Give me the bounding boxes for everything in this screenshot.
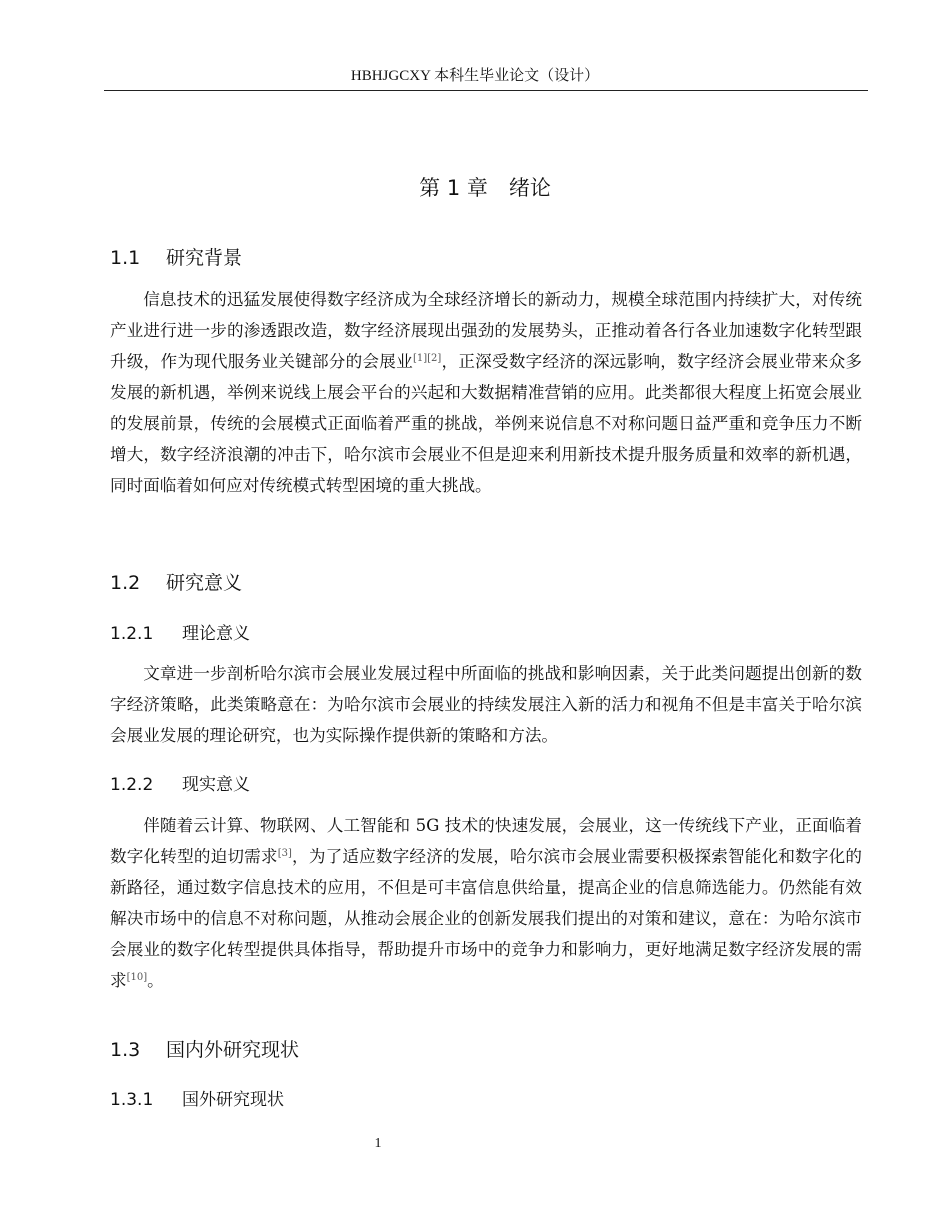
section-heading-1-1 bbox=[110, 245, 242, 271]
citation: [1][2] bbox=[412, 353, 442, 364]
section-heading-1-3 bbox=[110, 1037, 299, 1063]
page-number: 1 bbox=[374, 1136, 382, 1151]
paragraph-theoretical-significance bbox=[110, 658, 862, 751]
paragraph-practical-significance bbox=[110, 810, 862, 996]
citation: [10] bbox=[126, 972, 148, 983]
subsection-heading-1-3-1 bbox=[110, 1088, 284, 1112]
section-number: 1.3 bbox=[110, 1039, 141, 1061]
paragraph-text: 。 bbox=[147, 971, 164, 990]
subsection-title: 现实意义 bbox=[182, 775, 250, 795]
section-number: 1.2 bbox=[110, 572, 141, 594]
subsection-title: 理论意义 bbox=[182, 624, 250, 644]
citation: [3] bbox=[277, 848, 292, 859]
section-title: 国内外研究现状 bbox=[166, 1039, 300, 1061]
subsection-number: 1.3.1 bbox=[110, 1090, 154, 1110]
page-header: HBHJGCXY 本科生毕业论文（设计） bbox=[350, 68, 600, 84]
paragraph-text: 伴随着云计算、物联网、人工智能和 5G 技术的快速发展，会展业，这一传统线下产业，正面临着数字化转型的迫切需求 bbox=[110, 816, 862, 866]
section-title: 研究背景 bbox=[166, 247, 243, 269]
subsection-heading-1-2-1 bbox=[110, 622, 250, 646]
paragraph-research-background bbox=[110, 284, 862, 501]
header-divider bbox=[104, 90, 868, 91]
chapter-title: 第 1 章 绪论 bbox=[419, 176, 551, 200]
paragraph-text: ，正深受数字经济的深远影响，数字经济会展业带来众多发展的新机遇，举例来说线上展会平台的兴起和大数据精准营销的应用。此类都很大程度上拓宽会展业的发展前景，传统的会展模式正面临着严重的挑战，举例来说信息不对称问题日益严重和竞争压力不断增大，数字经济浪潮的冲击下，哈尔滨市会展业不但是迎来利用新技术提升服务质量和效率的新机遇，同时面临着如何应对传统模式转型困境的重大挑战。 bbox=[110, 352, 863, 495]
section-heading-1-2 bbox=[110, 570, 242, 596]
section-title: 研究意义 bbox=[166, 572, 243, 594]
paragraph-text: 文章进一步剖析哈尔滨市会展业发展过程中所面临的挑战和影响因素，关于此类问题提出创新的数字经济策略，此类策略意在：为哈尔滨市会展业的持续发展注入新的活力和视角不但是丰富关于哈尔滨会展业发展的理论研究，也为实际操作提供新的策略和方法。 bbox=[110, 664, 862, 745]
subsection-heading-1-2-2 bbox=[110, 773, 250, 797]
subsection-number: 1.2.2 bbox=[110, 775, 154, 795]
subsection-number: 1.2.1 bbox=[110, 624, 154, 644]
paragraph-text: 信息技术的迅猛发展使得数字经济成为全球经济增长的新动力，规模全球范围内持续扩大，对传统产业进行进一步的渗透跟改造，数字经济展现出强劲的发展势头，正推动着各行各业加速数字化转型跟升级，作为现代服务业关键部分的会展业 bbox=[110, 290, 862, 371]
paragraph-text: ，为了适应数字经济的发展，哈尔滨市会展业需要积极探索智能化和数字化的新路径，通过数字信息技术的应用，不但是可丰富信息供给量，提高企业的信息筛选能力。仍然能有效解决市场中的信息不对称问题，从推动会展企业的创新发展我们提出的对策和建议，意在：为哈尔滨市会展业的数字化转型提供具体指导，帮助提升市场中的竞争力和影响力，更好地满足数字经济发展的需求 bbox=[110, 847, 863, 990]
section-number: 1.1 bbox=[110, 247, 141, 269]
subsection-title: 国外研究现状 bbox=[182, 1090, 284, 1110]
